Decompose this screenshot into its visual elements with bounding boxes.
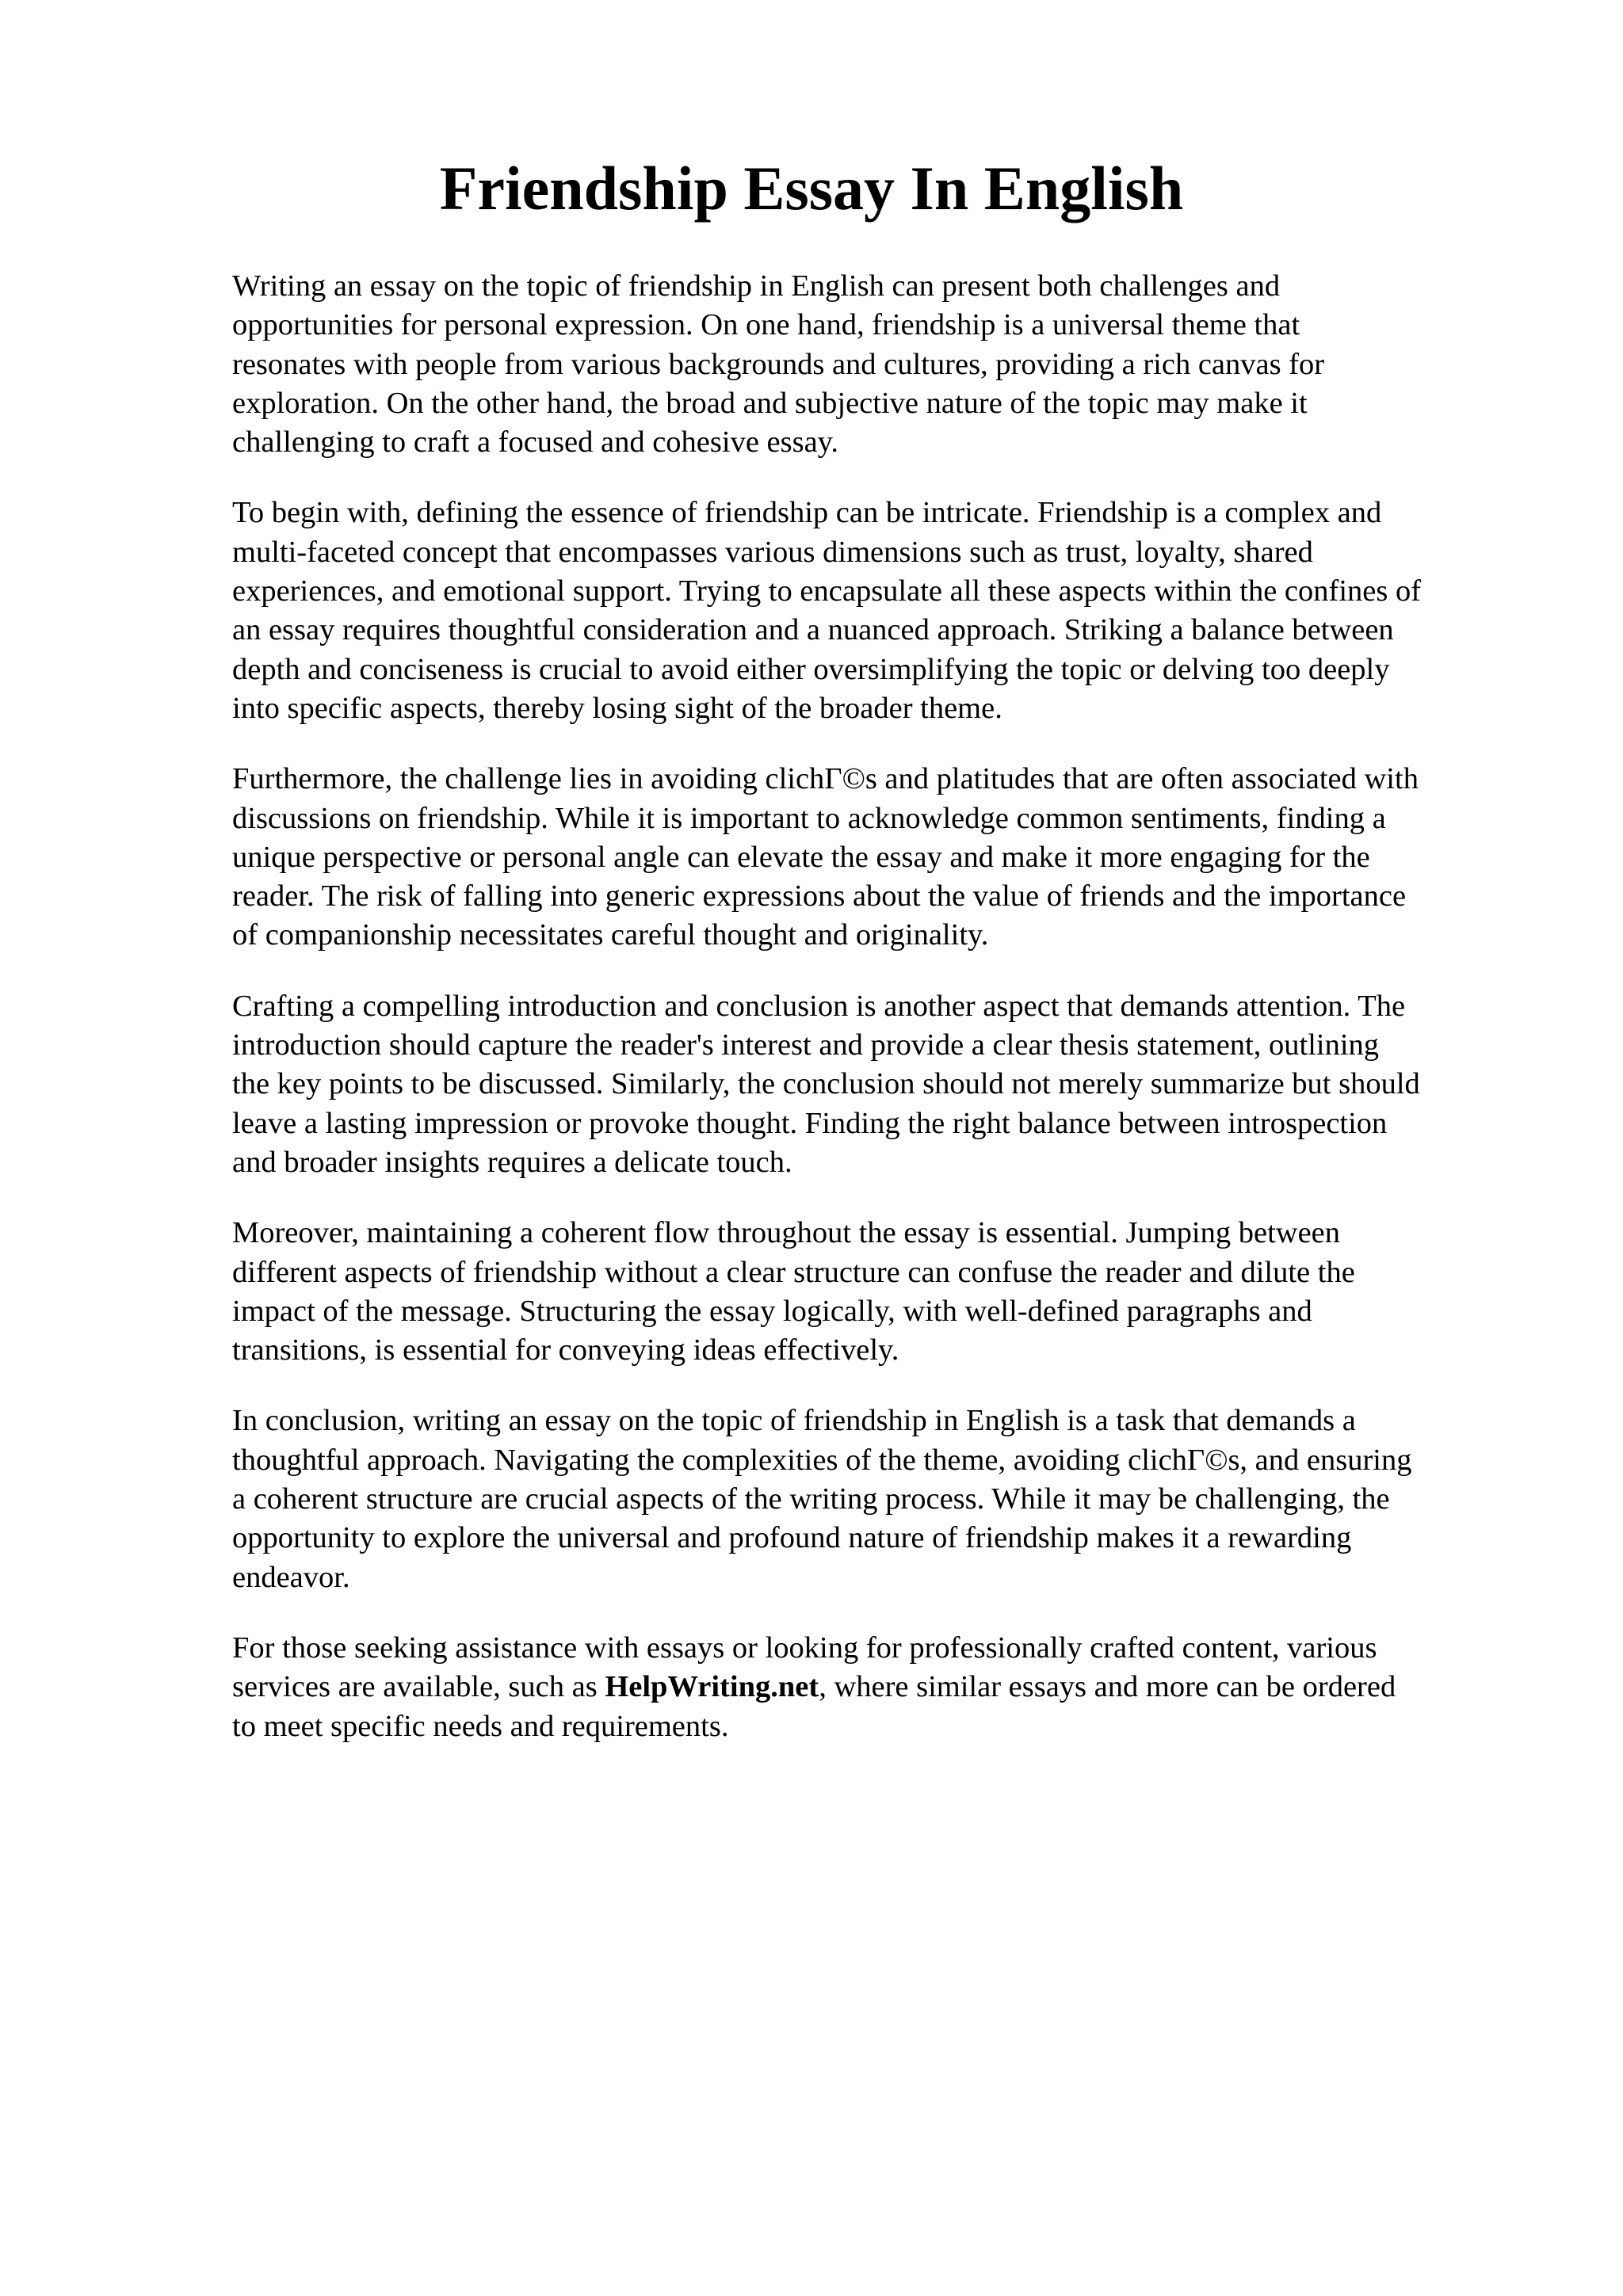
paragraph-line: For those seeking assistance with essays or looking for professionally crafted content, various: [232, 1630, 1377, 1665]
paragraph-line: different aspects of friendship without a clear structure can confuse the reader and dilute the: [232, 1255, 1355, 1289]
paragraph-3: [232, 760, 1532, 955]
paragraph-line: Furthermore, the challenge lies in avoiding clichΓ©s and platitudes that are often associated with: [232, 762, 1419, 796]
paragraph-4: [232, 987, 1532, 1182]
paragraph-line: experiences, and emotional support. Trying to encapsulate all these aspects within the confines of: [232, 574, 1422, 608]
document-title: Friendship Essay In English: [439, 154, 1184, 223]
paragraph-line: Moreover, maintaining a coherent flow throughout the essay is essential. Jumping between: [232, 1216, 1341, 1250]
paragraph-line: challenging to craft a focused and cohesive essay.: [232, 425, 839, 460]
paragraph-line: multi-faceted concept that encompasses various dimensions such as trust, loyalty, shared: [232, 535, 1313, 569]
paragraph-line: impact of the message. Structuring the essay logically, with well-defined paragraphs and: [232, 1294, 1312, 1328]
paragraph-2: [232, 494, 1532, 728]
paragraph-line: depth and conciseness is crucial to avoid either oversimplifying the topic or delving too deeply: [232, 652, 1390, 686]
paragraph-line: thoughtful approach. Navigating the complexities of the theme, avoiding clichΓ©s, and ensuring: [232, 1443, 1412, 1477]
paragraph-line: endeavor.: [232, 1560, 350, 1594]
paragraph-line: unique perspective or personal angle can elevate the essay and make it more engaging for the: [232, 840, 1370, 874]
paragraph-line: Crafting a compelling introduction and conclusion is another aspect that demands attention. The: [232, 989, 1406, 1023]
paragraph-5: [232, 1214, 1532, 1370]
paragraph-line: and broader insights requires a delicate touch.: [232, 1145, 792, 1179]
paragraph-line: leave a lasting impression or provoke thought. Finding the right balance between introspection: [232, 1106, 1388, 1140]
paragraph-line: [232, 1668, 1532, 1707]
paragraph-6: [232, 1402, 1532, 1596]
paragraph-line: discussions on friendship. While it is important to acknowledge common sentiments, finding a: [232, 801, 1386, 835]
paragraph-line: Writing an essay on the topic of friendship in English can present both challenges and: [232, 269, 1281, 303]
paragraph-line: an essay requires thoughtful consideration and a nuanced approach. Striking a balance between: [232, 613, 1394, 647]
paragraph-line: of companionship necessitates careful thought and originality.: [232, 918, 989, 952]
paragraph-line: introduction should capture the reader's interest and provide a clear thesis statement, outlining: [232, 1028, 1380, 1062]
paragraph-1: [232, 267, 1532, 462]
paragraph-line: a coherent structure are crucial aspects of the writing process. While it may be challenging, the: [232, 1482, 1390, 1516]
paragraph-line: transitions, is essential for conveying ideas effectively.: [232, 1333, 899, 1367]
closing-text-before: services are available, such as: [232, 1670, 605, 1704]
paragraph-line: exploration. On the other hand, the broad and subjective nature of the topic may make it: [232, 386, 1308, 420]
document-body: [232, 267, 1532, 1778]
paragraph-line: resonates with people from various backgrounds and cultures, providing a rich canvas for: [232, 347, 1325, 381]
paragraph-line: opportunities for personal expression. On one hand, friendship is a universal theme that: [232, 308, 1300, 342]
closing-paragraph: [232, 1629, 1532, 1746]
paragraph-line: the key points to be discussed. Similarly, the conclusion should not merely summarize but should: [232, 1067, 1420, 1101]
paragraph-line: into specific aspects, thereby losing sight of the broader theme.: [232, 691, 1002, 725]
paragraph-line: opportunity to explore the universal and profound nature of friendship makes it a rewarding: [232, 1521, 1352, 1555]
helpwriting-brand: HelpWriting.net: [605, 1670, 819, 1704]
paragraph-line: In conclusion, writing an essay on the topic of friendship in English is a task that demands a: [232, 1404, 1356, 1438]
paragraph-line: to meet specific needs and requirements.: [232, 1709, 729, 1743]
closing-text-after: , where similar essays and more can be ordered: [819, 1670, 1396, 1704]
paragraph-line: reader. The risk of falling into generic expressions about the value of friends and the importance: [232, 879, 1407, 913]
paragraph-line: To begin with, defining the essence of friendship can be intricate. Friendship is a complex and: [232, 496, 1382, 530]
